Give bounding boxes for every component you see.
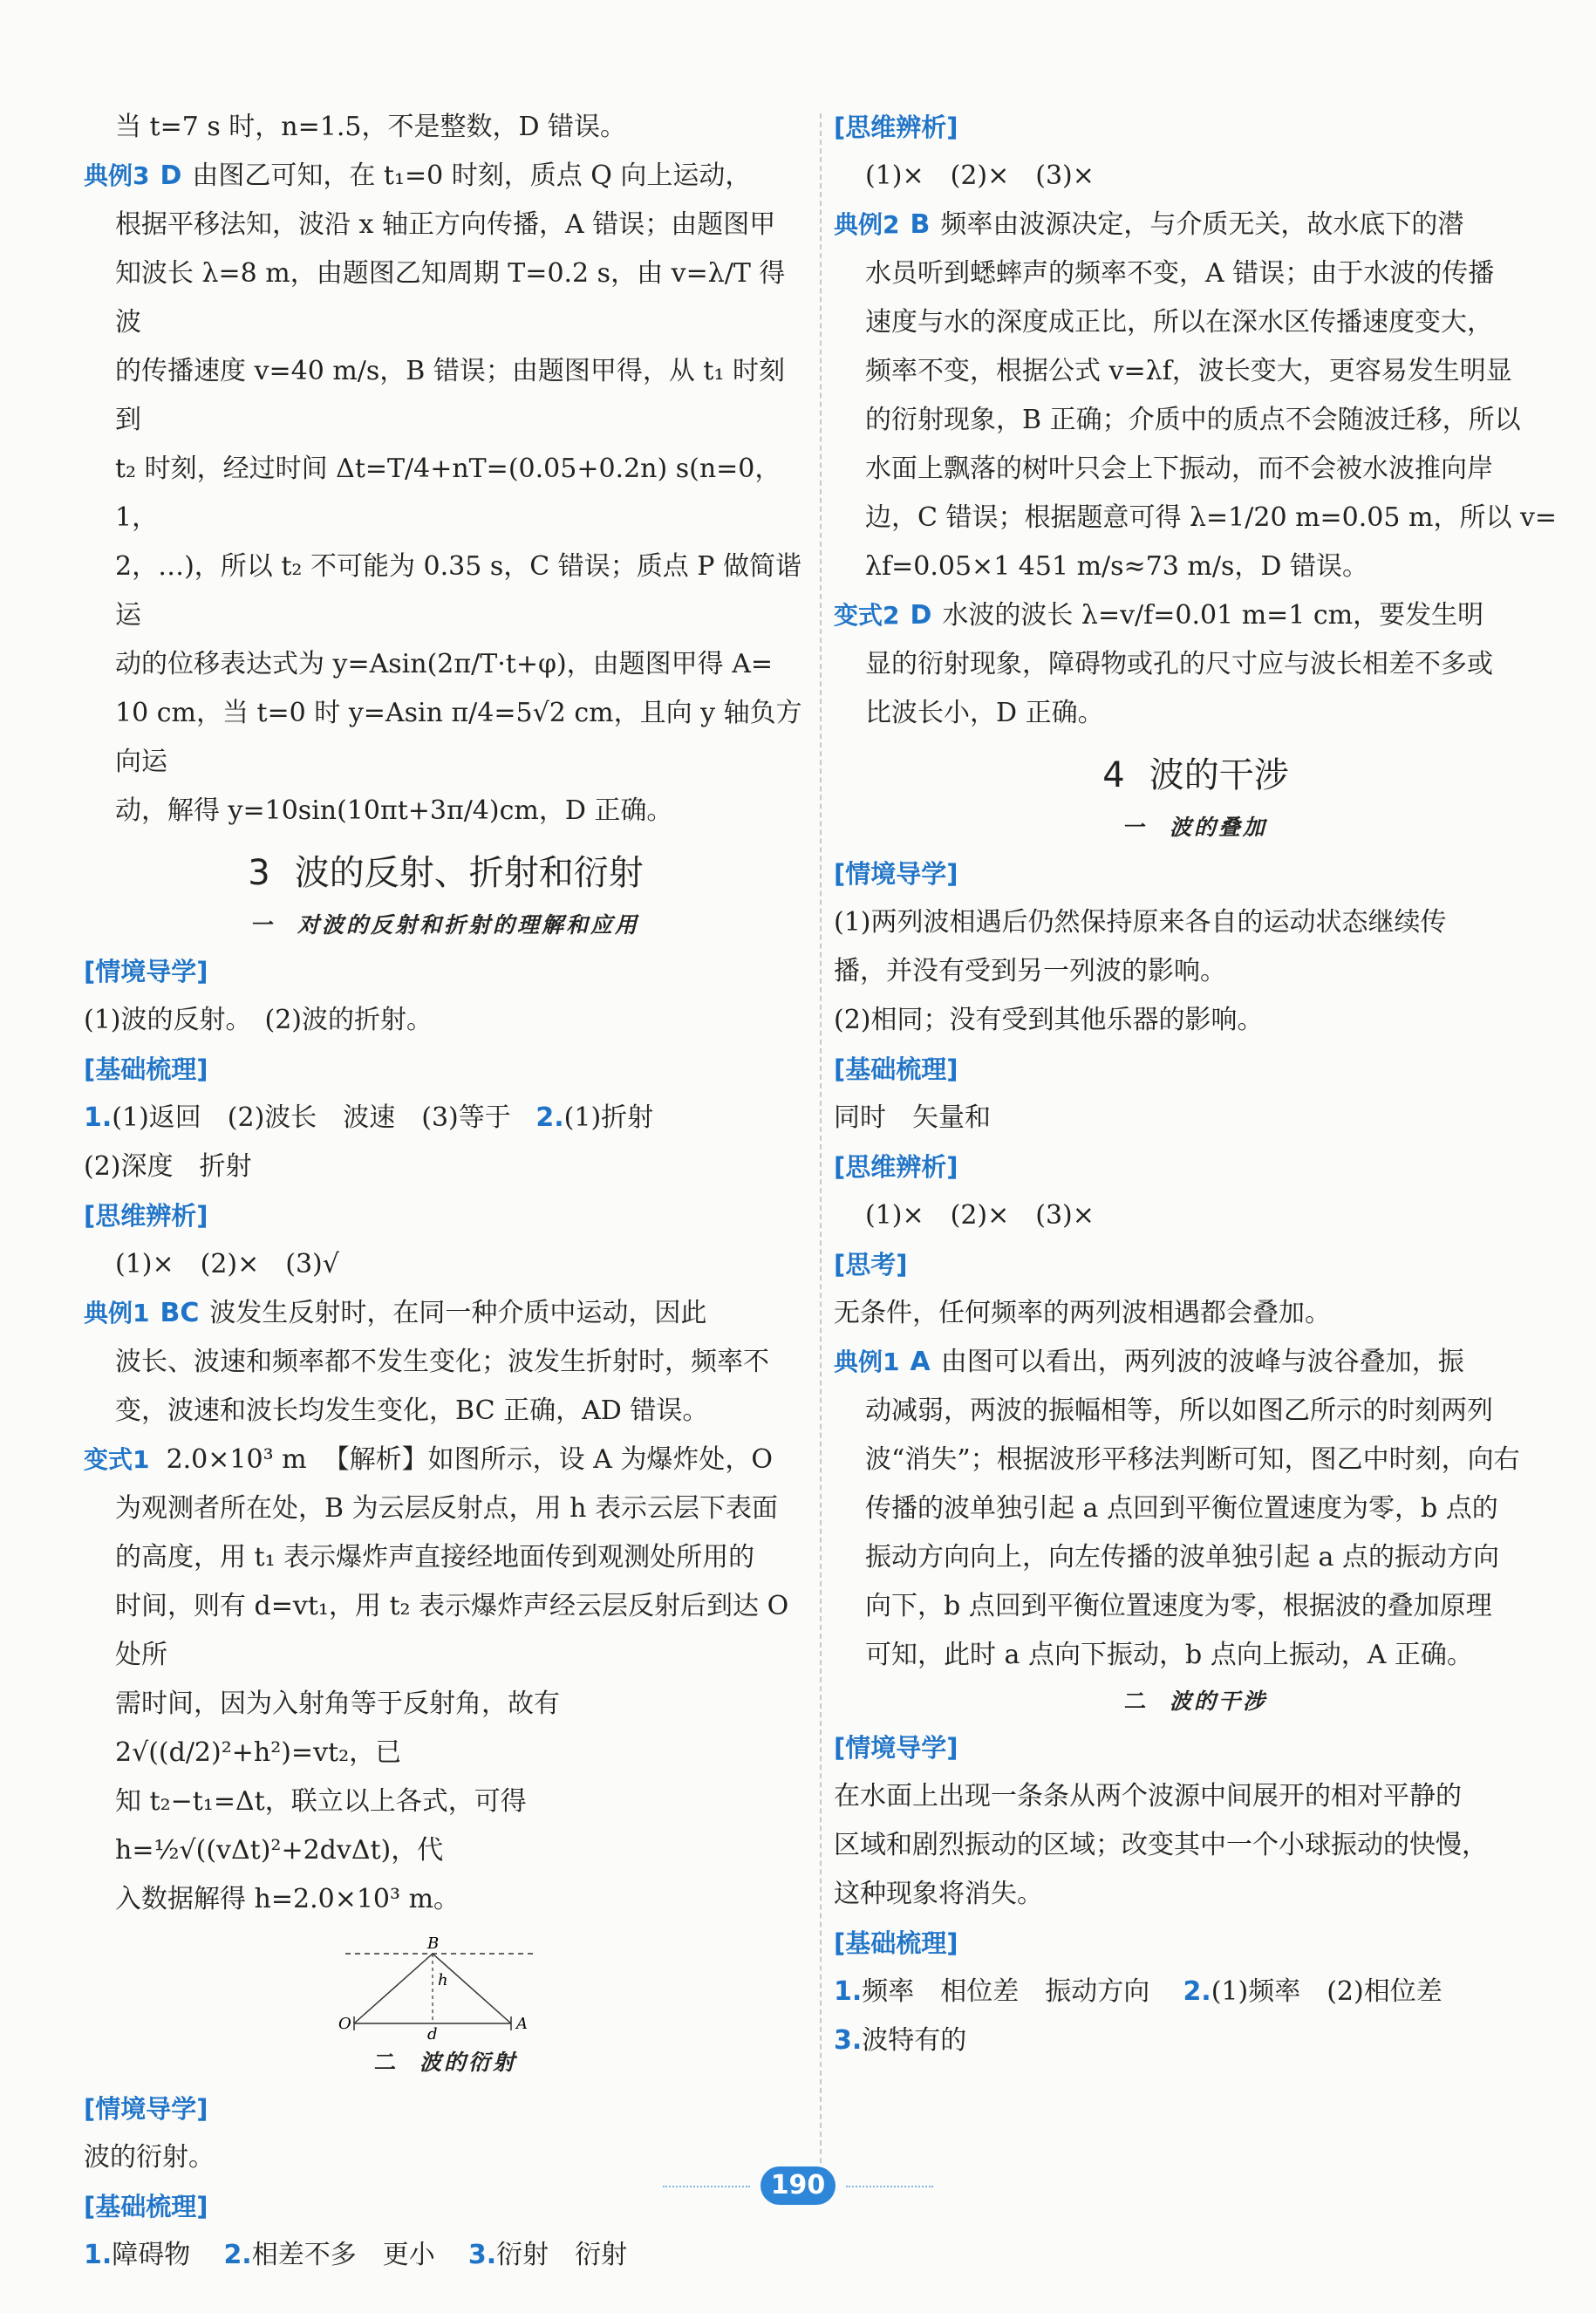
text-line: 为观测者所在处，B 为云层反射点，用 h 表示云层下表面 <box>115 1493 778 1524</box>
text-line: 可知，此时 a 点向下振动，b 点向上振动，A 正确。 <box>865 1640 1473 1670</box>
text-line: 水波的波长 λ=v/f=0.01 m=1 cm，要发生明 <box>942 600 1484 631</box>
heading-basic-review: [基础梳理] <box>834 1054 958 1084</box>
text-line: 边，C 错误；根据题意可得 λ=1/20 m=0.05 m，所以 v= <box>865 502 1558 533</box>
text-line: 变，波速和波长均发生变化，BC 正确，AD 错误。 <box>115 1395 709 1426</box>
text-line: 2，…)，所以 t₂ 不可能为 0.35 s，C 错误；质点 P 做简谐运 <box>115 551 801 631</box>
text-line: 【解析】如图所示，设 A 为爆炸处，O <box>323 1444 774 1475</box>
left-column <box>84 103 808 2280</box>
text-line: 频率由波源决定，与介质无关，故水底下的潜 <box>940 209 1464 240</box>
text-line: 水面上飘落的树叶只会上下振动，而不会被水波推向岸 <box>865 454 1493 484</box>
example-tag: 典例2 <box>834 210 900 239</box>
label-b: B <box>427 1936 440 1953</box>
heading-thinking-analysis: [思维辨析] <box>84 1201 208 1231</box>
text-line: 波“消失”；根据波形平移法判断可知，图乙中时刻，向右 <box>865 1444 1520 1475</box>
item-number: 1. <box>84 2240 113 2270</box>
item-text: 衍射 衍射 <box>496 2240 628 2270</box>
section-title-text: 波的干涉 <box>1149 755 1289 795</box>
example-2 <box>834 201 1558 249</box>
heading-thinking-analysis: [思维辨析] <box>834 1152 958 1182</box>
list-item <box>84 1094 808 1143</box>
subsection-number: 一 <box>251 912 276 938</box>
label-o: O <box>338 2015 351 2033</box>
list-item <box>834 2016 1558 2065</box>
text-line: λf=0.05×1 451 m/s≈73 m/s，D 错误。 <box>865 551 1368 582</box>
subsection-number: 一 <box>1123 815 1149 840</box>
list-item <box>84 2231 808 2280</box>
page-number-rule-left <box>663 2186 750 2187</box>
item-text: 障碍物 <box>112 2240 191 2270</box>
text-line: 比波长小，D 正确。 <box>865 698 1104 728</box>
example-3 <box>84 152 808 201</box>
text-line: (1)两列波相遇后仍然保持原来各自的运动状态继续传 <box>834 907 1447 938</box>
label-a: A <box>516 2015 528 2033</box>
incident-ray <box>354 1954 433 2023</box>
variant-1 <box>84 1436 808 1484</box>
list-item <box>834 1968 1558 2016</box>
example-tag: 典例3 <box>84 161 150 190</box>
example-answer: A <box>910 1347 931 1377</box>
heading-situation-guide: [情境导学] <box>834 859 958 889</box>
text-line: 当 t=7 s 时，n=1.5，不是整数，D 错误。 <box>115 112 627 142</box>
item-number: 3. <box>834 2025 863 2056</box>
heading-thinking-analysis: [思维辨析] <box>834 113 958 142</box>
example-answer: BC <box>160 1298 200 1328</box>
text-line: 10 cm，当 t=0 时 y=Asin π/4=5√2 cm，且向 y 轴负方向运 <box>115 698 802 777</box>
subsection-title <box>834 806 1558 849</box>
item-text: 相差不多 更小 <box>251 2240 435 2270</box>
item-number: 2. <box>1183 1976 1211 2007</box>
text-line: 根据平移法知，波沿 x 轴正方向传播，A 错误；由题图甲 <box>115 209 776 240</box>
subsection-title <box>84 904 808 947</box>
item-number: 2. <box>535 1102 564 1133</box>
text-line: (1)× (2)× (3)× <box>865 1200 1095 1231</box>
reflection-diagram <box>337 1936 546 2041</box>
text-line: 无条件，任何频率的两列波相遇都会叠加。 <box>834 1298 1331 1328</box>
heading-basic-review: [基础梳理] <box>834 1928 958 1958</box>
text-line: 入数据解得 h=2.0×10³ m。 <box>115 1884 460 1914</box>
item-text: 波特有的 <box>862 2025 967 2056</box>
text-line: 区域和剧烈振动的区域；改变其中一个小球振动的快慢， <box>834 1830 1488 1860</box>
text-line: t₂ 时刻，经过时间 Δt=T/4+nT=(0.05+0.2n) s(n=0，1， <box>115 454 781 533</box>
example-tag: 典例1 <box>84 1299 150 1327</box>
text-line: 的高度，用 t₁ 表示爆炸声直接经地面传到观测处所用的 <box>115 1542 755 1573</box>
heading-think: [思考] <box>834 1250 908 1279</box>
text-line: 波的衍射。 <box>84 2142 215 2173</box>
example-1-right <box>834 1338 1558 1387</box>
text-line: 由图乙可知，在 t₁=0 时刻，质点 Q 向上运动， <box>192 160 752 191</box>
section-number: 4 <box>1102 755 1125 795</box>
text-line: 需时间，因为入射角等于反射角，故有 2√((d/2)²+h²)=vt₂，已 <box>115 1689 560 1768</box>
text-line: 播，并没有受到另一列波的影响。 <box>834 956 1226 986</box>
heading-basic-review: [基础梳理] <box>84 2192 208 2221</box>
text-line: 频率不变，根据公式 v=λf，波长变大，更容易发生明显 <box>865 356 1512 386</box>
item-number: 3. <box>467 2240 497 2270</box>
variant-answer: D <box>910 600 932 631</box>
item-text: (1)频率 (2)相位差 <box>1211 1976 1443 2007</box>
text-line: (1)× (2)× (3)× <box>865 160 1095 191</box>
column-divider <box>820 113 822 2163</box>
text-line: 知波长 λ=8 m，由题图乙知周期 T=0.2 s，由 v=λ/T 得波 <box>115 258 786 338</box>
section-title <box>834 748 1558 802</box>
text-line: 显的衍射现象，障碍物或孔的尺寸应与波长相差不多或 <box>865 649 1493 679</box>
subsection-number: 二 <box>1123 1689 1149 1714</box>
subsection-title-text: 波的干涉 <box>1170 1689 1268 1714</box>
text-line: 速度与水的深度成正比，所以在深水区传播速度变大， <box>865 307 1493 338</box>
example-answer: D <box>160 160 182 191</box>
label-h: h <box>438 1971 448 1989</box>
subsection-title-text: 波的叠加 <box>1170 815 1268 840</box>
text-line: 的衍射现象，B 正确；介质中的质点不会随波迁移，所以 <box>865 405 1521 435</box>
right-column <box>834 103 1558 2065</box>
item-text: 频率 相位差 振动方向 <box>862 1976 1150 2007</box>
item-text: (1)返回 (2)波长 波速 (3)等于 <box>112 1102 511 1133</box>
text-line: 时间，则有 d=vt₁，用 t₂ 表示爆炸声经云层反射后到达 O 处所 <box>115 1591 789 1670</box>
variant-tag: 变式1 <box>84 1445 150 1474</box>
section-number: 3 <box>248 853 270 893</box>
text-line: 传播的波单独引起 a 点回到平衡位置速度为零，b 点的 <box>865 1493 1498 1524</box>
section-title-text: 波的反射、折射和衍射 <box>294 853 644 893</box>
text-line: 的传播速度 v=40 m/s，B 错误；由题图甲得，从 t₁ 时刻到 <box>115 356 786 435</box>
example-answer: B <box>910 209 931 240</box>
item-number: 1. <box>834 1976 863 2007</box>
heading-situation-guide: [情境导学] <box>84 2094 208 2124</box>
subsection-title-text: 波的衍射 <box>419 2050 518 2075</box>
label-d: d <box>427 2025 438 2041</box>
text-line: 同时 矢量和 <box>834 1102 991 1133</box>
text-line: 动减弱，两波的振幅相等，所以如图乙所示的时刻两列 <box>865 1395 1493 1426</box>
text-line: 波发生反射时，在同一种介质中运动，因此 <box>209 1298 707 1328</box>
section-title <box>84 846 808 900</box>
text-line: 向下，b 点回到平衡位置速度为零，根据波的叠加原理 <box>865 1591 1492 1621</box>
example-1 <box>84 1289 808 1338</box>
text-line: 水员听到蟋蟀声的频率不变，A 错误；由于水波的传播 <box>865 258 1495 289</box>
heading-situation-guide: [情境导学] <box>84 957 208 986</box>
text-line: (1)× (2)× (3)√ <box>115 1249 339 1279</box>
text-line: 动，解得 y=10sin(10πt+3π/4)cm，D 正确。 <box>115 795 673 826</box>
heading-basic-review: [基础梳理] <box>84 1054 208 1084</box>
variant-2 <box>834 591 1558 640</box>
text-line: 波长、波速和频率都不发生变化；波发生折射时，频率不 <box>115 1347 769 1377</box>
example-tag: 典例1 <box>834 1348 900 1376</box>
text-line: 知 t₂−t₁=Δt，联立以上各式，可得 h=½√((vΔt)²+2dvΔt)，代 <box>115 1786 527 1866</box>
heading-situation-guide: [情境导学] <box>834 1733 958 1763</box>
page-number: 190 <box>760 2166 836 2205</box>
subsection-number: 二 <box>373 2050 399 2075</box>
variant-answer: 2.0×10³ m <box>166 1444 307 1475</box>
text-line: 振动方向向上，向左传播的波单独引起 a 点的振动方向 <box>865 1542 1499 1573</box>
text-line: 在水面上出现一条条从两个波源中间展开的相对平静的 <box>834 1781 1462 1812</box>
subsection-title <box>84 2041 808 2084</box>
text-line: (2)深度 折射 <box>84 1151 252 1182</box>
text-line: 动的位移表达式为 y=Asin(2π/T·t+φ)，由题图甲得 A= <box>115 649 773 679</box>
subsection-title <box>834 1680 1558 1723</box>
text-line: 这种现象将消失。 <box>834 1879 1043 1909</box>
page-number-rule-right <box>846 2186 933 2187</box>
item-number: 2. <box>223 2240 252 2270</box>
text-line: 由图可以看出，两列波的波峰与波谷叠加，振 <box>940 1347 1464 1377</box>
item-text: (1)折射 <box>563 1102 654 1133</box>
text-line: (2)相同；没有受到其他乐器的影响。 <box>834 1005 1264 1035</box>
item-number: 1. <box>84 1102 113 1133</box>
text-line: (1)波的反射。 (2)波的折射。 <box>84 1005 433 1035</box>
subsection-title-text: 对波的反射和折射的理解和应用 <box>297 912 640 938</box>
variant-tag: 变式2 <box>834 601 900 630</box>
